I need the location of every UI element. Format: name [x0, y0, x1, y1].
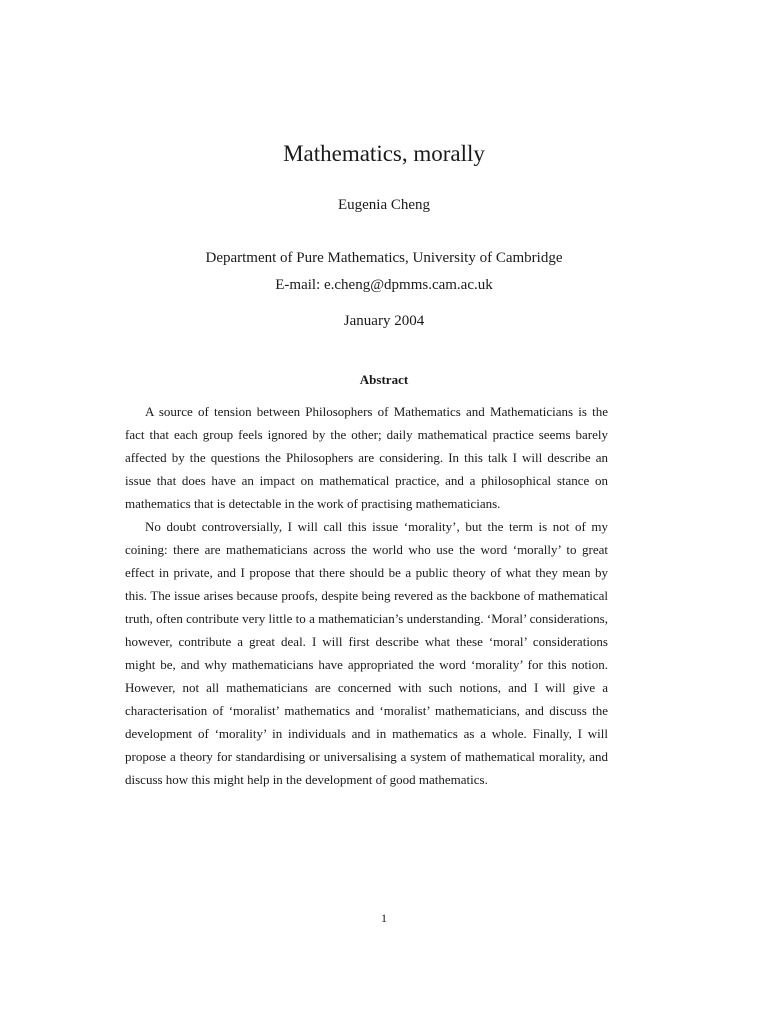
abstract-heading: Abstract — [359, 372, 409, 387]
page-number: 1 — [381, 911, 387, 925]
abstract-body — [125, 400, 608, 791]
author-email: E-mail: e.cheng@dpmms.cam.ac.uk — [275, 277, 493, 293]
paper-title: Mathematics, morally — [283, 141, 485, 166]
author-name: Eugenia Cheng — [337, 197, 431, 213]
abstract-paragraph-2: No doubt controversially, I will call this issue ‘morality’, but the term is not of my coining: there are mathematicians across the world who use the word ‘morally’ to great effect in private, and I propose that there should be a public theory of what they mean by this. The issue arises because proofs, despite being revered as the backbone of mathematical truth, often contribute very little to a mathematician’s understanding. ‘Moral’ considerations, however, contribute a great deal. I will first describe what these ‘moral’ considerations might be, and why mathematicians have appropriated the word ‘morality’ for this notion. However, not all mathematicians are concerned with such notions, and I will give a characterisation of ‘moralist’ mathematics and ‘moralist’ mathematicians, and discuss the development of ‘morality’ in individuals and in mathematics as a whole. Finally, I will propose a theory for standardising or universalising a system of mathematical morality, and discuss how this might help in the development of good mathematics. — [125, 519, 608, 787]
author-affiliation: Department of Pure Mathematics, University of Cambridge — [205, 250, 563, 266]
paper-date: January 2004 — [343, 313, 425, 329]
abstract-paragraph-1: A source of tension between Philosophers of Mathematics and Mathematicians is the fact that each group feels ignored by the other; daily mathematical practice seems barely affected by the questions the Philosophers are considering. In this talk I will describe an issue that does have an impact on mathematical practice, and a philosophical stance on mathematics that is detectable in the work of practising mathematicians. — [125, 404, 608, 511]
